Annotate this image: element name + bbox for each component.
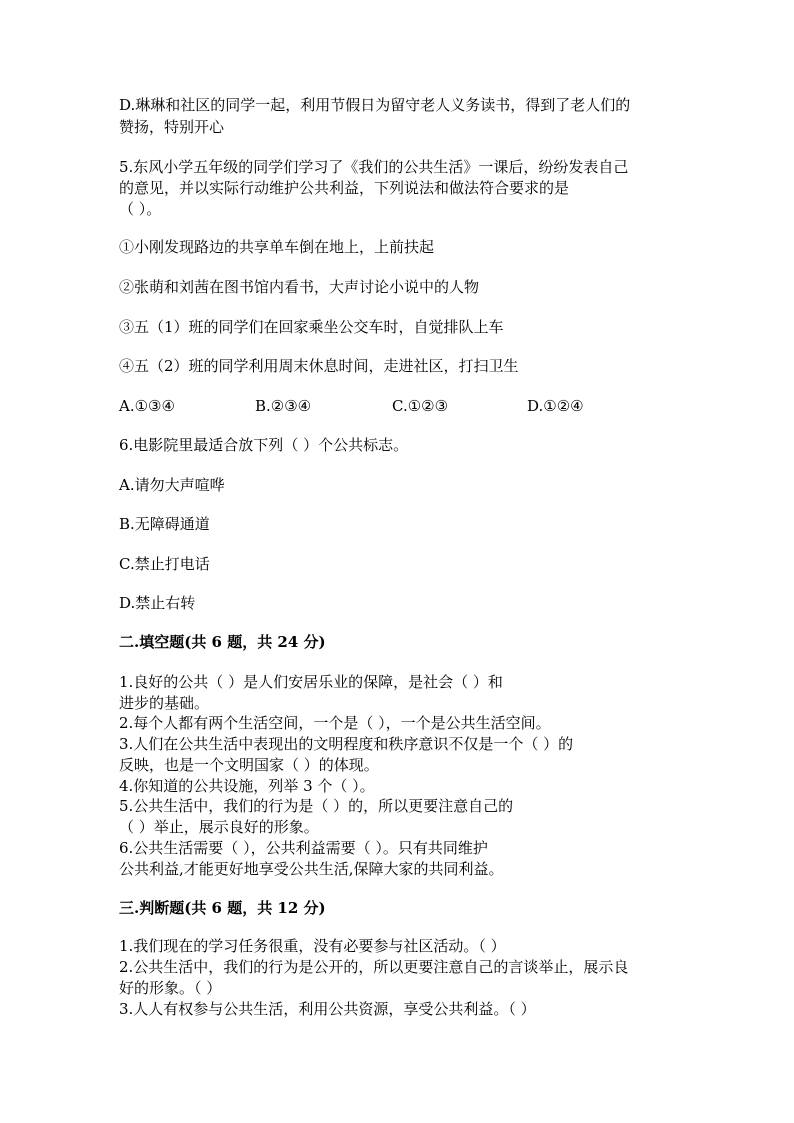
fill-line-1: 1.良好的公共（ ）是人们安居乐业的保障，是社会（ ）和 xyxy=(119,673,503,691)
q5-stem-line-1: 5.东风小学五年级的同学们学习了《我们的公共生活》一课后，纷纷发表自己 xyxy=(119,158,629,176)
q6-option-d: D.禁止右转 xyxy=(119,594,196,612)
fill-line-10: 公共利益,才能更好地享受公共生活,保障大家的共同利益。 xyxy=(119,860,504,878)
fill-line-9: 6.公共生活需要（ ），公共利益需要（ ）。只有共同维护 xyxy=(119,839,488,857)
fill-line-6: 4.你知道的公共设施，列举 3 个（ ）。 xyxy=(119,777,375,795)
q5-statement-3: ③五（1）班的同学们在回家乘坐公交车时，自觉排队上车 xyxy=(119,318,504,336)
fill-line-8: （ ）举止，展示良好的形象。 xyxy=(119,818,319,836)
q5-statement-1: ①小刚发现路边的共享单车倒在地上，上前扶起 xyxy=(119,238,435,256)
q6-option-c: C.禁止打电话 xyxy=(119,555,210,573)
q5-option-c: C.①②③ xyxy=(392,397,449,415)
q4-option-d-line-1: D.琳琳和社区的同学一起，利用节假日为留守老人义务读书，得到了老人们的 xyxy=(119,96,631,114)
q5-statement-4: ④五（2）班的同学利用周末休息时间，走进社区，打扫卫生 xyxy=(119,357,519,375)
q6-stem: 6.电影院里最适合放下列（ ）个公共标志。 xyxy=(119,436,409,454)
fill-line-2: 进步的基础。 xyxy=(119,694,210,712)
q5-option-a: A.①③④ xyxy=(119,397,175,415)
section2-heading: 二.填空题(共 6 题，共 24 分) xyxy=(119,633,326,651)
q5-option-b: B.②③④ xyxy=(255,397,312,415)
fill-line-3: 2.每个人都有两个生活空间，一个是（ ），一个是公共生活空间。 xyxy=(119,714,551,732)
judge-line-4: 3.人人有权参与公共生活，利用公共资源，享受公共利益。（ ） xyxy=(119,1000,536,1018)
q4-option-d-line-2: 赞扬，特别开心 xyxy=(119,118,225,136)
q5-stem-line-3: （ ）。 xyxy=(119,200,162,218)
fill-line-4: 3.人们在公共生活中表现出的文明程度和秩序意识不仅是一个（ ）的 xyxy=(119,735,574,753)
judge-line-1: 1.我们现在的学习任务很重，没有必要参与社区活动。（ ） xyxy=(119,937,506,955)
q5-stem-line-2: 的意见，并以实际行动维护公共利益，下列说法和做法符合要求的是 xyxy=(119,179,570,197)
section3-heading: 三.判断题(共 6 题，共 12 分) xyxy=(119,899,326,917)
q5-statement-2: ②张萌和刘茜在图书馆内看书，大声讨论小说中的人物 xyxy=(119,278,480,296)
fill-line-7: 5.公共生活中，我们的行为是（ ）的，所以更要注意自己的 xyxy=(119,797,514,815)
judge-line-3: 好的形象。（ ） xyxy=(119,979,222,997)
q6-option-b: B.无障碍通道 xyxy=(119,515,210,533)
q5-option-d: D.①②④ xyxy=(527,397,584,415)
q6-option-a: A.请勿大声喧哗 xyxy=(119,476,225,494)
judge-line-2: 2.公共生活中，我们的行为是公开的，所以更要注意自己的言谈举止，展示良 xyxy=(119,958,629,976)
fill-line-5: 反映，也是一个文明国家（ ）的体现。 xyxy=(119,756,379,774)
